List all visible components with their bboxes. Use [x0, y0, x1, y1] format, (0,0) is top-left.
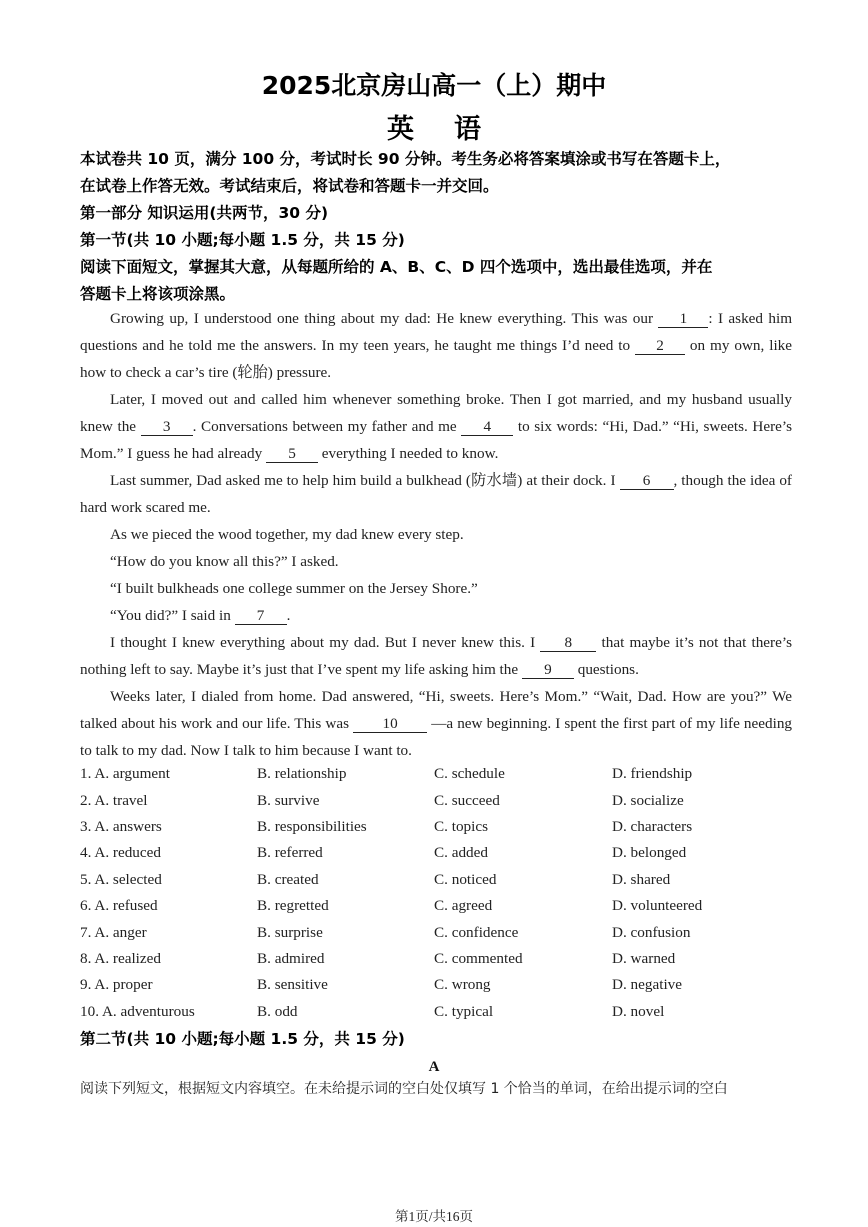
option-b: B. sensitive — [257, 976, 328, 994]
exam-instructions — [80, 146, 792, 308]
passage-paragraph: Later, I moved out and called him whenever something broke. Then I got married, and my husband usually knew the 3 . Conversations between my father and me 4 to six words: “Hi, Dad.” “Hi, sweets. Here’s Mom.” I guess he had already 5 everything I needed to know. — [80, 391, 792, 462]
passage-paragraph: “How do you know all this?” I asked. — [110, 553, 339, 570]
option-d: D. shared — [612, 870, 671, 888]
blank-9: 9 — [522, 661, 574, 679]
passage-paragraph: Last summer, Dad asked me to help him build a bulkhead (防水墙) at their dock. I 6 , though the idea of hard work scared me. — [80, 472, 792, 516]
cloze-passage — [80, 305, 792, 764]
option-c: C. confidence — [434, 923, 519, 941]
subsection-label: A — [428, 1059, 440, 1075]
option-d: D. negative — [612, 976, 683, 994]
option-b: B. surprise — [257, 923, 323, 941]
option-d: D. volunteered — [612, 897, 703, 915]
option-d: D. confusion — [612, 923, 691, 941]
option-b: B. admired — [257, 949, 325, 967]
option-a: 9. A. proper — [80, 976, 153, 994]
passage-paragraph: Weeks later, I dialed from home. Dad answered, “Hi, sweets. Here’s Mom.” “Wait, Dad. How are you?” We talked about his work and our life. This was 10 —a new beginning. I spent the first part of my life needing to talk to my dad. Now I talk to him because I want to. — [80, 688, 793, 759]
option-b: B. relationship — [257, 765, 347, 783]
option-row — [80, 840, 792, 866]
blank-10: 10 — [353, 715, 427, 733]
direction-line: 阅读下列短文，根据短文内容填空。在未给提示词的空白处仅填写 1 个恰当的单词，在给出提示词的空白 — [80, 1081, 728, 1097]
option-d: D. socialize — [612, 791, 684, 809]
exam-title: 2025北京房山高一（上）期中 — [261, 71, 607, 100]
option-row — [80, 787, 792, 813]
option-a: 8. A. realized — [80, 949, 161, 967]
option-c: C. wrong — [434, 976, 491, 994]
option-c: C. succeed — [434, 791, 500, 809]
option-b: B. regretted — [257, 897, 329, 915]
option-d: D. belonged — [612, 844, 687, 862]
option-row — [80, 814, 792, 840]
option-c: C. commented — [434, 949, 523, 967]
option-c: C. schedule — [434, 765, 505, 783]
direction-line: 阅读下面短文，掌握其大意，从每题所给的 A、B、C、D 四个选项中，选出最佳选项，并在 — [80, 258, 713, 276]
option-c: C. topics — [434, 817, 489, 835]
option-a: 3. A. answers — [80, 817, 162, 835]
option-a: 6. A. refused — [80, 897, 158, 915]
option-d: D. friendship — [612, 765, 693, 783]
option-b: B. survive — [257, 791, 320, 809]
option-d: D. warned — [612, 949, 676, 967]
blank-1: 1 — [658, 310, 708, 328]
option-d: D. novel — [612, 1002, 665, 1020]
option-b: B. referred — [257, 844, 323, 862]
option-a: 10. A. adventurous — [80, 1002, 195, 1020]
blank-6: 6 — [620, 472, 674, 490]
option-c: C. added — [434, 844, 488, 862]
option-b: B. created — [257, 870, 319, 888]
option-c: C. typical — [434, 1002, 494, 1020]
blank-7: 7 — [235, 607, 287, 625]
option-row — [80, 761, 792, 787]
page-number: 第1页/共16页 — [394, 1209, 473, 1224]
section-heading: 第二节(共 10 小题;每小题 1.5 分，共 15 分) — [80, 1030, 405, 1048]
options-table — [80, 761, 792, 1025]
passage-paragraph: “I built bulkheads one college summer on the Jersey Shore.” — [110, 580, 478, 597]
option-b: B. responsibilities — [257, 817, 367, 835]
option-row — [80, 999, 792, 1025]
option-b: B. odd — [257, 1002, 298, 1020]
option-a: 7. A. anger — [80, 923, 147, 941]
blank-4: 4 — [461, 418, 513, 436]
part-heading: 第一部分 知识运用(共两节，30 分) — [80, 204, 329, 222]
option-c: C. noticed — [434, 870, 497, 888]
blank-3: 3 — [141, 418, 193, 436]
blank-5: 5 — [266, 445, 318, 463]
option-row — [80, 972, 792, 998]
option-a: 2. A. travel — [80, 791, 148, 809]
section-heading: 第一节(共 10 小题;每小题 1.5 分，共 15 分) — [80, 231, 405, 249]
option-a: 5. A. selected — [80, 870, 162, 888]
passage-paragraph: Growing up, I understood one thing about my dad: He knew everything. This was our 1 : I asked him questions and he told me the answers. In my teen years, he taught me things I’d need to 2 on my own, like how to check a car’s tire (轮胎) pressure. — [80, 310, 793, 381]
passage-paragraph: As we pieced the wood together, my dad knew every step. — [110, 526, 464, 543]
option-row — [80, 893, 792, 919]
option-row — [80, 867, 792, 893]
option-a: 1. A. argument — [80, 765, 170, 783]
instruction-line: 本试卷共 10 页，满分 100 分，考试时长 90 分钟。考生务必将答案填涂或书写在答题卡上， — [80, 150, 731, 168]
subject-title: 英语 — [387, 114, 521, 145]
option-c: C. agreed — [434, 897, 493, 915]
instruction-line: 在试卷上作答无效。考试结束后，将试卷和答题卡一并交回。 — [80, 177, 499, 195]
blank-8: 8 — [540, 634, 596, 652]
direction-line: 答题卡上将该项涂黑。 — [80, 285, 236, 303]
option-d: D. characters — [612, 817, 693, 835]
blank-2: 2 — [635, 337, 685, 355]
option-row — [80, 946, 792, 972]
passage-paragraph: “You did?” I said in 7 . — [110, 607, 291, 624]
passage-paragraph: I thought I knew everything about my dad. But I never knew this. I 8 that maybe it’s not that there’s nothing left to say. Maybe it’s just that I’ve spent my life asking him the 9 questions. — [80, 634, 792, 678]
option-a: 4. A. reduced — [80, 844, 161, 862]
option-row — [80, 919, 792, 945]
